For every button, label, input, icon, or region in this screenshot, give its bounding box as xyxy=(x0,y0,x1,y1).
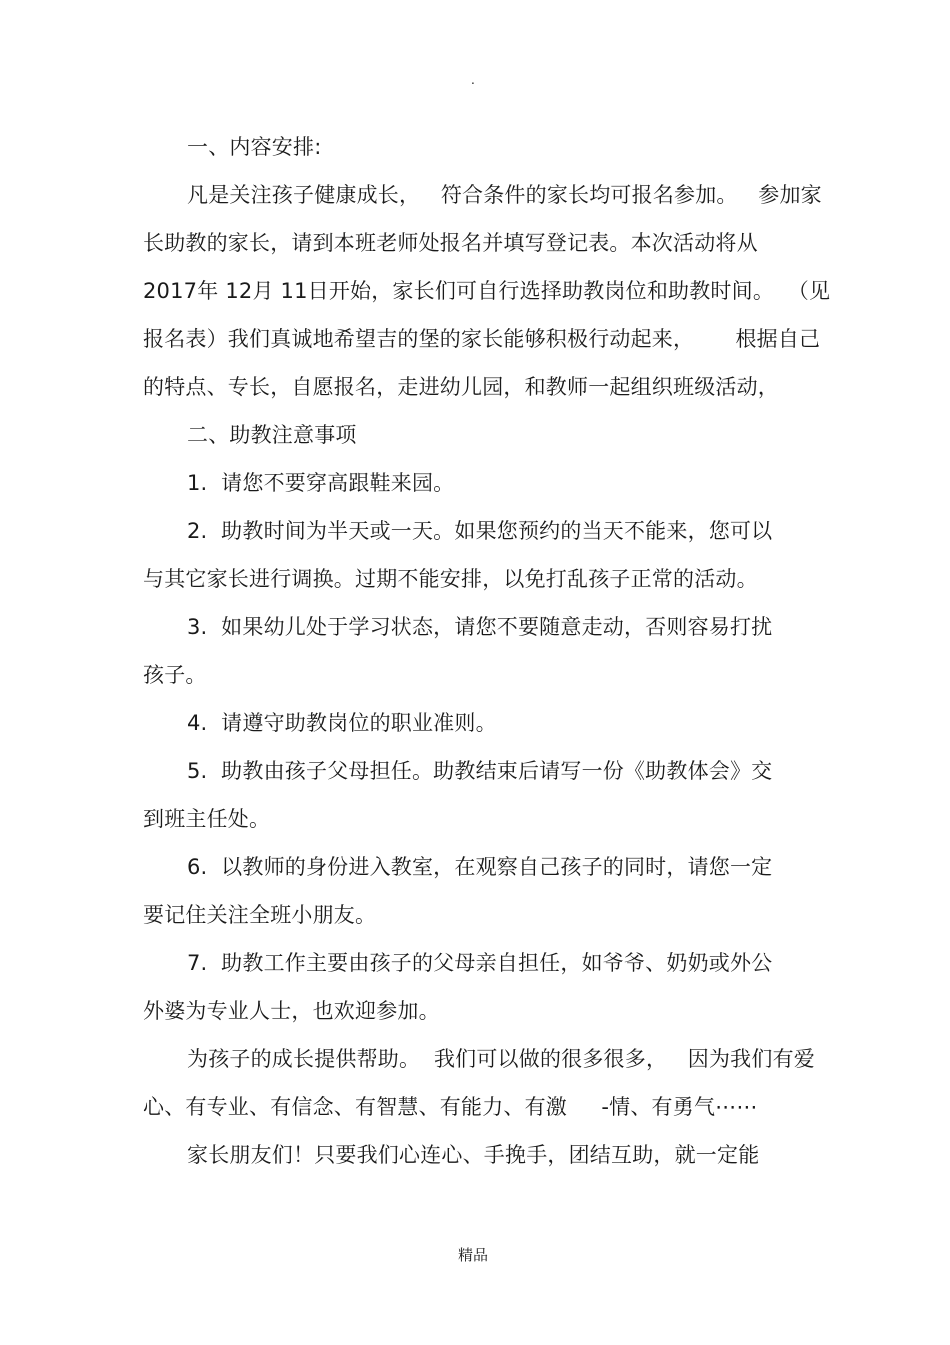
paragraph-line: 报名表）我们真诚地希望吉的堡的家长能够积极行动起来， 根据自己 xyxy=(143,327,821,351)
list-item: 5. 助教由孩子父母担任。助教结束后请写一份《助教体会》交 xyxy=(187,759,773,783)
paragraph-line: 心、有专业、有信念、有智慧、有能力、有激 -情、有勇气⋯⋯ xyxy=(143,1095,758,1119)
section-heading-content: 一、内容安排: xyxy=(187,135,322,159)
header-mark: . xyxy=(471,73,475,87)
paragraph-line: 2017年 12月 11日开始，家长们可自行选择助教岗位和助教时间。 （见 xyxy=(143,279,831,303)
list-item-continuation: 要记住关注全班小朋友。 xyxy=(143,903,377,927)
list-item: 3. 如果幼儿处于学习状态，请您不要随意走动，否则容易打扰 xyxy=(187,615,773,639)
paragraph-line: 的特点、专长，自愿报名，走进幼儿园，和教师一起组织班级活动， xyxy=(143,375,779,399)
paragraph-line: 为孩子的成长提供帮助。 我们可以做的很多很多， 因为我们有爱 xyxy=(187,1047,815,1071)
list-item: 6. 以教师的身份进入教室，在观察自己孩子的同时，请您一定 xyxy=(187,855,773,879)
section-heading-notes: 二、助教注意事项 xyxy=(187,423,357,447)
paragraph-line: 凡是关注孩子健康成长， 符合条件的家长均可报名参加。 参加家 xyxy=(187,183,822,207)
list-item-continuation: 外婆为专业人士，也欢迎参加。 xyxy=(143,999,440,1023)
list-item: 4. 请遵守助教岗位的职业准则。 xyxy=(187,711,497,735)
list-item-continuation: 与其它家长进行调换。过期不能安排，以免打乱孩子正常的活动。 xyxy=(143,567,758,591)
paragraph-line: 家长朋友们！只要我们心连心、手挽手，团结互助，就一定能 xyxy=(187,1143,760,1167)
list-item: 7. 助教工作主要由孩子的父母亲自担任，如爷爷、奶奶或外公 xyxy=(187,951,773,975)
page-footer: 精品 xyxy=(458,1246,489,1264)
paragraph-line: 长助教的家长，请到本班老师处报名并填写登记表。本次活动将从 xyxy=(143,231,758,255)
list-item-continuation: 孩子。 xyxy=(143,663,207,687)
list-item: 1. 请您不要穿高跟鞋来园。 xyxy=(187,471,455,495)
list-item: 2. 助教时间为半天或一天。如果您预约的当天不能来，您可以 xyxy=(187,519,773,543)
list-item-continuation: 到班主任处。 xyxy=(143,807,271,831)
